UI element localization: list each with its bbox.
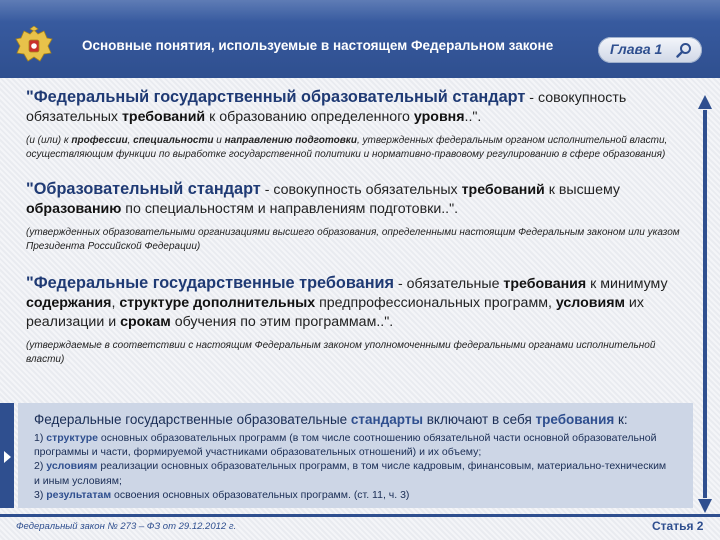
bold-text: условиям — [555, 295, 625, 311]
bold-text: результатам — [46, 488, 112, 501]
footer-law: Федеральный закон № 273 – ФЗ от 29.12.2012 г. — [16, 521, 237, 532]
bold-text: требования — [503, 276, 587, 292]
play-icon — [4, 451, 11, 463]
text: 3) — [34, 488, 47, 501]
text: основных образовательных программ (в том числе соотношению обязательной части основной образовательной программы и части, формируемой участниками образовательных отношений) и их объему; — [34, 432, 657, 459]
definition-fgos — [26, 88, 690, 127]
text: , утвержденных федеральным органом исполнительной власти, осуществляющим функции по выработке государственной политики и нормативно-правовому регулированию в сфере образования) — [26, 135, 668, 160]
bold-text: уровня — [413, 109, 465, 125]
scrollbar[interactable] — [697, 94, 713, 514]
text: предпрофессиональных программ, — [315, 295, 556, 311]
text: 2) — [34, 460, 47, 473]
main-content — [26, 88, 690, 367]
text: ..". — [464, 109, 482, 125]
bold-text: требований — [121, 109, 206, 125]
bold-text: срокам — [120, 314, 171, 330]
bold-text: профессии — [71, 135, 128, 146]
bold-text: образованию — [26, 201, 122, 217]
header-shine — [0, 0, 720, 22]
chapter-search-button[interactable] — [598, 37, 702, 63]
text: реализации основных образовательных программ, в том числе кадровым, финансовым, материально-техническим и иным условиям; — [34, 460, 667, 487]
bold-text: условиям — [46, 460, 98, 473]
bold-text: требований — [461, 182, 545, 198]
text: , — [111, 295, 120, 311]
scrollbar-track[interactable] — [703, 110, 707, 498]
text: их реализации и — [26, 295, 644, 330]
page-title: Основные понятия, используемые в настоящем Федеральном законе — [82, 38, 554, 53]
text: и — [213, 135, 225, 146]
arrow-down-icon[interactable] — [697, 498, 713, 514]
chapter-label: Глава 1 — [610, 41, 663, 57]
definition-os — [26, 180, 690, 219]
info-toggle-button[interactable] — [0, 403, 14, 508]
article-number: Статья 2 — [652, 519, 704, 533]
bold-text: специальности — [133, 135, 214, 146]
info-heading — [34, 412, 628, 427]
note-fgt: (утверждаемые в соответствии с настоящим Федеральным законом уполномоченными федеральными органами исполнительной власти) — [26, 340, 656, 365]
list-item — [34, 431, 674, 459]
text: Федеральные государственные образовательные — [34, 412, 351, 427]
bold-text: направлению подготовки — [224, 135, 357, 146]
list-item — [34, 488, 674, 502]
text: по специальностям и направлениям подготовки..". — [121, 201, 459, 217]
term-fgos: "Федеральный государственный образовательный стандарт — [26, 88, 526, 106]
text: к: — [614, 412, 628, 427]
term-os: "Образовательный стандарт — [26, 180, 261, 198]
bold-text: стандарты — [350, 412, 423, 427]
text: обучения по этим программам..". — [170, 314, 394, 330]
bold-text: структуре дополнительных — [119, 295, 316, 311]
footer-divider — [0, 514, 720, 517]
text: - обязательные — [394, 276, 504, 292]
arrow-up-icon[interactable] — [697, 94, 713, 110]
text: к минимуму — [586, 276, 668, 292]
header-bar — [0, 0, 720, 78]
bold-text: требования — [535, 412, 615, 427]
definition-fgt — [26, 274, 690, 332]
text: включают в себя — [423, 412, 536, 427]
info-list — [34, 431, 674, 502]
note-fgos — [26, 134, 690, 162]
text: 1) — [34, 432, 47, 444]
text: к образованию определенного — [205, 109, 414, 125]
text: , — [127, 135, 134, 146]
text: к высшему — [544, 182, 620, 198]
list-item — [34, 459, 674, 487]
search-icon — [676, 42, 692, 58]
text: - совокупность обязательных — [260, 182, 462, 198]
term-fgt: "Федеральные государственные требования — [26, 274, 395, 292]
text: освоения основных образовательных программ. (ст. 11, ч. 3) — [111, 488, 410, 501]
bold-text: структуре — [46, 432, 98, 444]
coat-of-arms-icon — [14, 26, 54, 66]
bold-text: содержания — [26, 295, 112, 311]
note-os: (утвержденных образовательными организациями высшего образования, определенными настоящим Федеральным законом или указом Президента Российской Федерации) — [26, 227, 680, 252]
text: (и (или) к — [26, 135, 72, 146]
text: - совокупность обязательных — [26, 90, 627, 125]
